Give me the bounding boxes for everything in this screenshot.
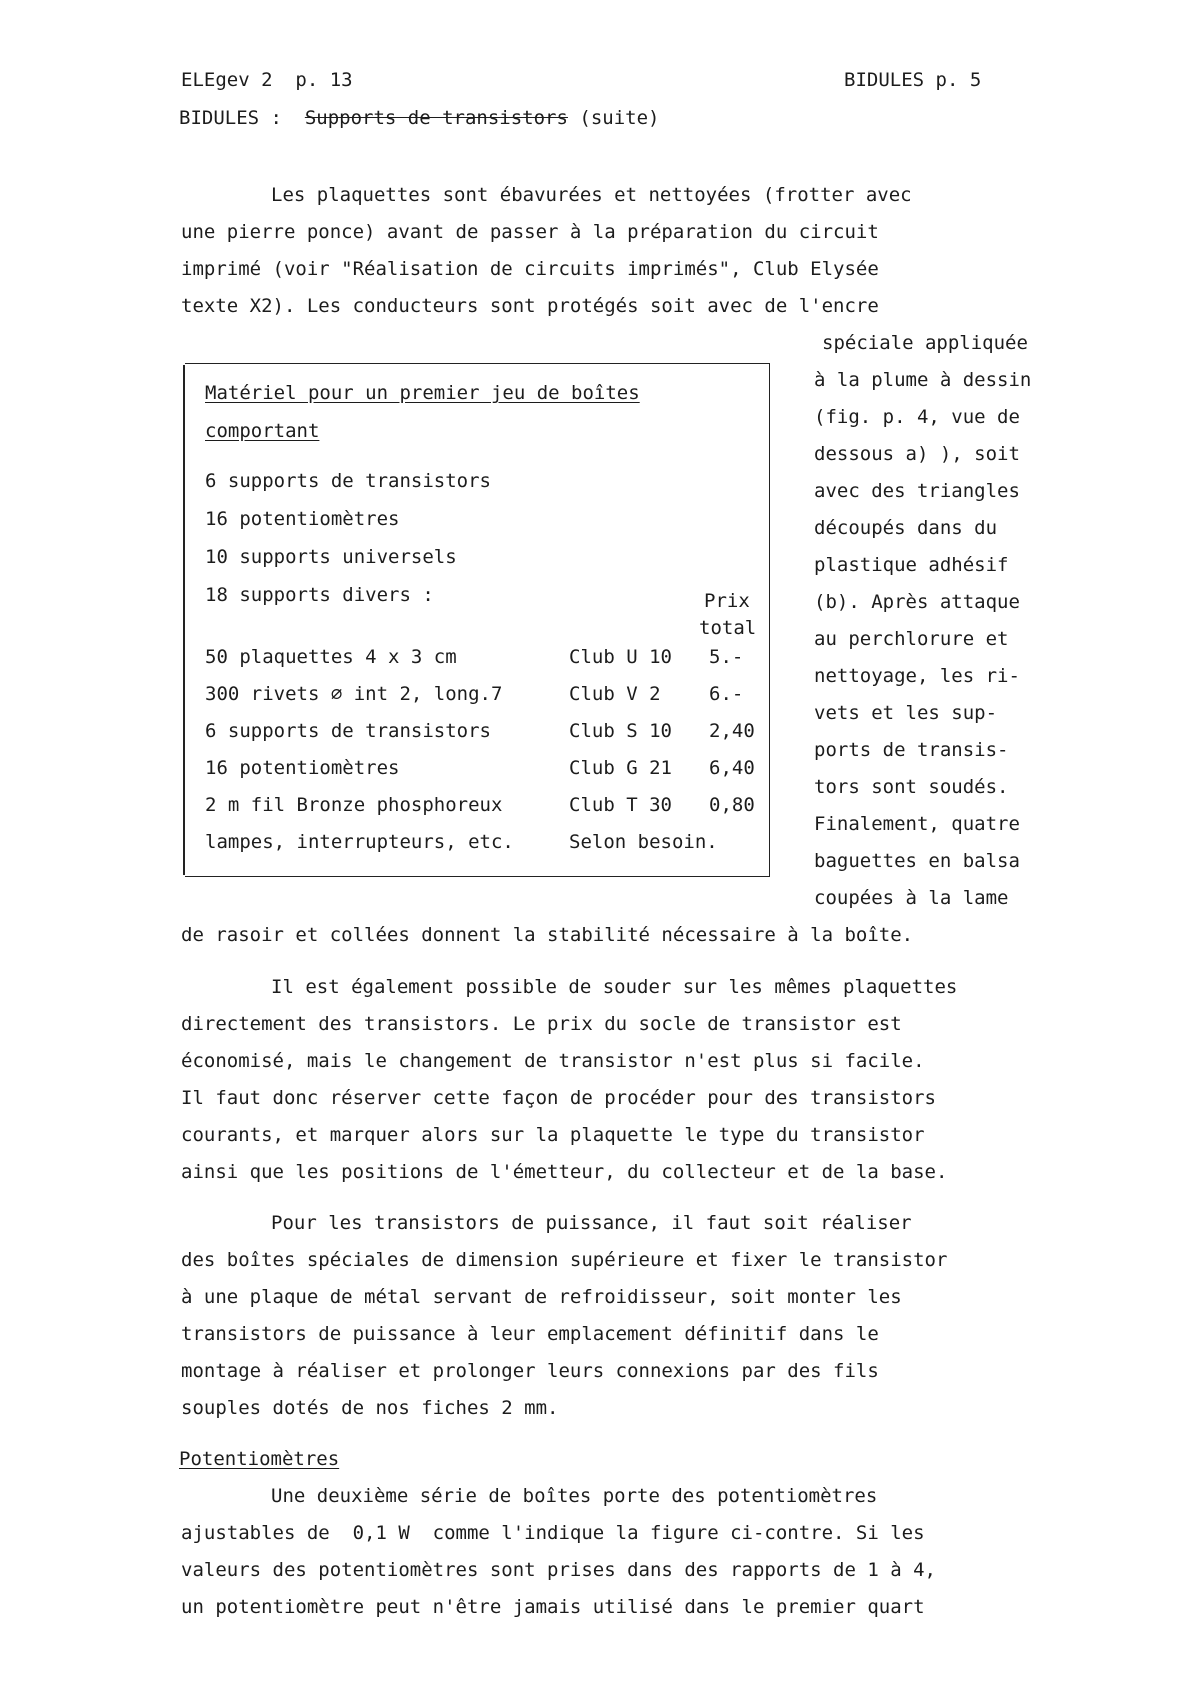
item-price: 5.- <box>709 646 744 668</box>
item-price: 0,80 <box>709 794 755 816</box>
subtitle-prefix: BIDULES : <box>179 107 305 129</box>
box-summary-line: 16 potentiomètres <box>205 508 400 530</box>
paragraph-line: un potentiomètre peut n'être jamais utilisé dans le premier quart <box>181 1596 925 1618</box>
paragraph-line: souples dotés de nos fiches 2 mm. <box>181 1397 559 1419</box>
paragraph-line: de rasoir et collées donnent la stabilité nécessaire à la boîte. <box>181 924 914 946</box>
item-reference: Selon besoin. <box>569 831 718 853</box>
paragraph-line: valeurs des potentiomètres sont prises dans des rapports de 1 à 4, <box>181 1559 936 1581</box>
item-description: lampes, interrupteurs, etc. <box>205 831 514 853</box>
price-header: total <box>699 617 757 639</box>
page-reference: BIDULES p. 5 <box>844 69 982 91</box>
side-column-line: à la plume à dessin <box>814 369 1032 391</box>
box-summary-line: 18 supports divers : <box>205 584 434 606</box>
paragraph-line: Il est également possible de souder sur les mêmes plaquettes <box>271 976 958 998</box>
side-column-line: au perchlorure et <box>814 628 1009 650</box>
item-price: 6.- <box>709 683 744 705</box>
item-price: 2,40 <box>709 720 755 742</box>
item-price: 6,40 <box>709 757 755 779</box>
box-summary-line: 6 supports de transistors <box>205 470 491 492</box>
side-column-line: baguettes en balsa <box>814 850 1020 872</box>
side-column-line: avec des triangles <box>814 480 1020 502</box>
item-description: 50 plaquettes 4 x 3 cm <box>205 646 457 668</box>
box-title-continued: comportant <box>205 420 320 442</box>
side-column-line: nettoyage, les ri- <box>814 665 1020 687</box>
paragraph-line: à une plaque de métal servant de refroidisseur, soit monter les <box>181 1286 902 1308</box>
paragraph-line: texte X2). Les conducteurs sont protégés soit avec de l'encre <box>181 295 879 317</box>
side-column-line: dessous a) ), soit <box>814 443 1020 465</box>
document-reference: ELEgev 2 p. 13 <box>181 69 353 91</box>
item-reference: Club S 10 <box>569 720 672 742</box>
paragraph-line: ajustables de 0,1 W comme l'indique la figure ci-contre. Si les <box>181 1522 925 1544</box>
paragraph-line: Pour les transistors de puissance, il faut soit réaliser <box>271 1212 912 1234</box>
side-column-line: (b). Après attaque <box>814 591 1020 613</box>
side-column-line: Finalement, quatre <box>814 813 1020 835</box>
side-column-line: plastique adhésif <box>814 554 1009 576</box>
paragraph-line: Les plaquettes sont ébavurées et nettoyées (frotter avec <box>271 184 912 206</box>
paragraph-line: des boîtes spéciales de dimension supérieure et fixer le transistor <box>181 1249 948 1271</box>
subtitle-struck-text: Supports de transistors <box>304 107 568 129</box>
paragraph-line: imprimé (voir "Réalisation de circuits imprimés", Club Elysée <box>181 258 879 280</box>
document-subtitle <box>179 109 659 128</box>
side-column-line: découpés dans du <box>814 517 998 539</box>
paragraph-line: une pierre ponce) avant de passer à la préparation du circuit <box>181 221 879 243</box>
item-reference: Club U 10 <box>569 646 672 668</box>
paragraph-line: transistors de puissance à leur emplacement définitif dans le <box>181 1323 879 1345</box>
item-description: 300 rivets ∅ int 2, long.7 <box>205 683 503 705</box>
price-header: Prix <box>704 590 750 612</box>
side-column-line: vets et les sup- <box>814 702 998 724</box>
paragraph-line: ainsi que les positions de l'émetteur, du collecteur et de la base. <box>181 1161 948 1183</box>
side-column-line: spéciale appliquée <box>822 332 1028 354</box>
item-reference: Club G 21 <box>569 757 672 779</box>
side-column-line: coupées à la lame <box>814 887 1009 909</box>
item-reference: Club V 2 <box>569 683 661 705</box>
item-reference: Club T 30 <box>569 794 672 816</box>
side-column-line: ports de transis- <box>814 739 1009 761</box>
box-title: Matériel pour un premier jeu de boîtes <box>205 382 640 404</box>
side-column-line: tors sont soudés. <box>814 776 1009 798</box>
item-description: 6 supports de transistors <box>205 720 491 742</box>
subtitle-suffix: (suite) <box>567 107 660 129</box>
item-description: 16 potentiomètres <box>205 757 400 779</box>
side-column-line: (fig. p. 4, vue de <box>814 406 1020 428</box>
box-summary-line: 10 supports universels <box>205 546 457 568</box>
paragraph-line: courants, et marquer alors sur la plaquette le type du transistor <box>181 1124 925 1146</box>
paragraph-line: Une deuxième série de boîtes porte des potentiomètres <box>271 1485 878 1507</box>
section-heading: Potentiomètres <box>179 1448 340 1470</box>
paragraph-line: directement des transistors. Le prix du socle de transistor est <box>181 1013 902 1035</box>
paragraph-line: montage à réaliser et prolonger leurs connexions par des fils <box>181 1360 879 1382</box>
item-description: 2 m fil Bronze phosphoreux <box>205 794 503 816</box>
paragraph-line: économisé, mais le changement de transistor n'est plus si facile. <box>181 1050 925 1072</box>
paragraph-line: Il faut donc réserver cette façon de procéder pour des transistors <box>181 1087 936 1109</box>
